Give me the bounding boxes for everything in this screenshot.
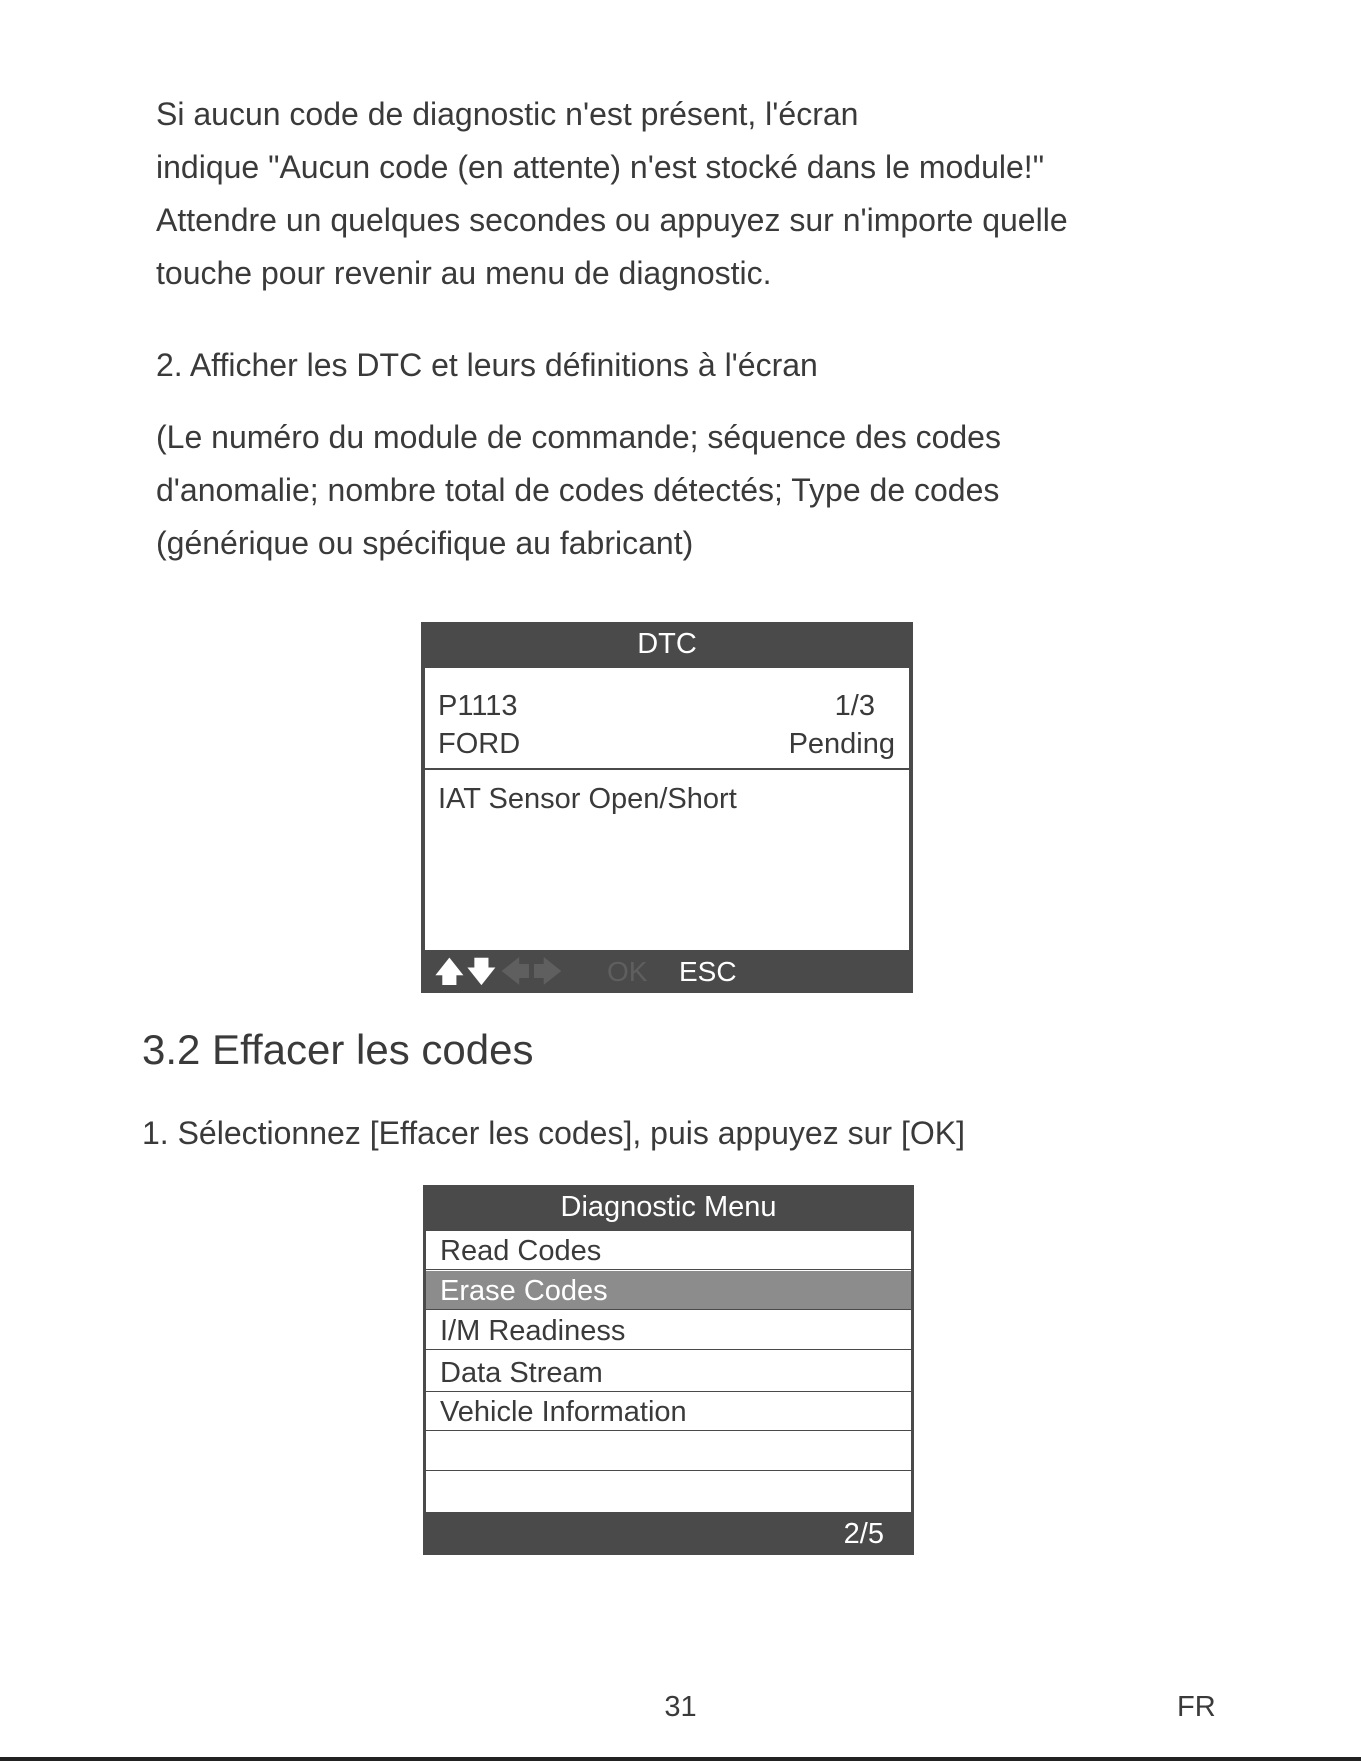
diagnostic-menu-screen (423, 1185, 914, 1555)
section-heading: 3.2 Effacer les codes (142, 1026, 534, 1073)
menu-item-vehicle-information[interactable]: Vehicle Information (426, 1392, 911, 1431)
menu-item-data-stream[interactable]: Data Stream (426, 1353, 911, 1392)
down-arrow-icon[interactable]: 🡇 (467, 956, 496, 987)
menu-item-empty (426, 1432, 911, 1471)
dtc-status: Pending (788, 728, 895, 760)
up-arrow-icon[interactable]: 🡅 (435, 956, 464, 987)
left-arrow-icon: 🡄 (501, 956, 530, 987)
bottom-rule (0, 1757, 1361, 1761)
dtc-screen (421, 622, 913, 993)
menu-item-empty (426, 1472, 911, 1511)
dtc-screen-title: DTC (637, 628, 697, 660)
menu-item-read-codes[interactable]: Read Codes (426, 1231, 911, 1270)
dtc-screen-body (425, 668, 909, 950)
esc-key[interactable]: ESC (679, 956, 737, 987)
page-number: 31 (664, 1691, 697, 1723)
text-line: Si aucun code de diagnostic n'est présent, l'écran (156, 96, 859, 132)
intro-paragraph (156, 88, 1068, 300)
text-line: touche pour revenir au menu de diagnostic. (156, 255, 772, 291)
page-indicator: 2/5 (843, 1518, 884, 1550)
text-line: (Le numéro du module de commande; séquence des codes (156, 419, 1001, 455)
text-line: (générique ou spécifique au fabricant) (156, 525, 694, 561)
right-arrow-icon: 🡆 (533, 956, 562, 987)
text-line: d'anomalie; nombre total de codes détectés; Type de codes (156, 472, 1000, 508)
dtc-counter: 1/3 (834, 690, 875, 722)
step-2-heading: 2. Afficher les DTC et leurs définitions à l'écran (156, 347, 818, 383)
menu-title: Diagnostic Menu (560, 1191, 777, 1223)
language-code: FR (1177, 1691, 1216, 1723)
text-line: Attendre un quelques secondes ou appuyez sur n'importe quelle (156, 202, 1068, 238)
menu-list (426, 1231, 911, 1512)
menu-item-erase-codes[interactable]: Erase Codes (426, 1271, 911, 1310)
step-1-instruction: 1. Sélectionnez [Effacer les codes], puis appuyez sur [OK] (142, 1115, 965, 1151)
dtc-description: IAT Sensor Open/Short (438, 783, 737, 815)
dtc-make-row (438, 726, 895, 762)
dtc-screen-footer (421, 950, 913, 993)
dtc-explanation-paragraph (156, 411, 1001, 570)
dtc-code: P1113 (438, 690, 518, 722)
ok-key: OK (607, 956, 648, 987)
divider (425, 768, 909, 770)
dtc-code-row (438, 688, 895, 724)
menu-item-im-readiness[interactable]: I/M Readiness (426, 1311, 911, 1350)
menu-footer (423, 1512, 914, 1555)
dtc-make: FORD (438, 728, 521, 760)
text-line: indique "Aucun code (en attente) n'est stocké dans le module!" (156, 149, 1045, 185)
